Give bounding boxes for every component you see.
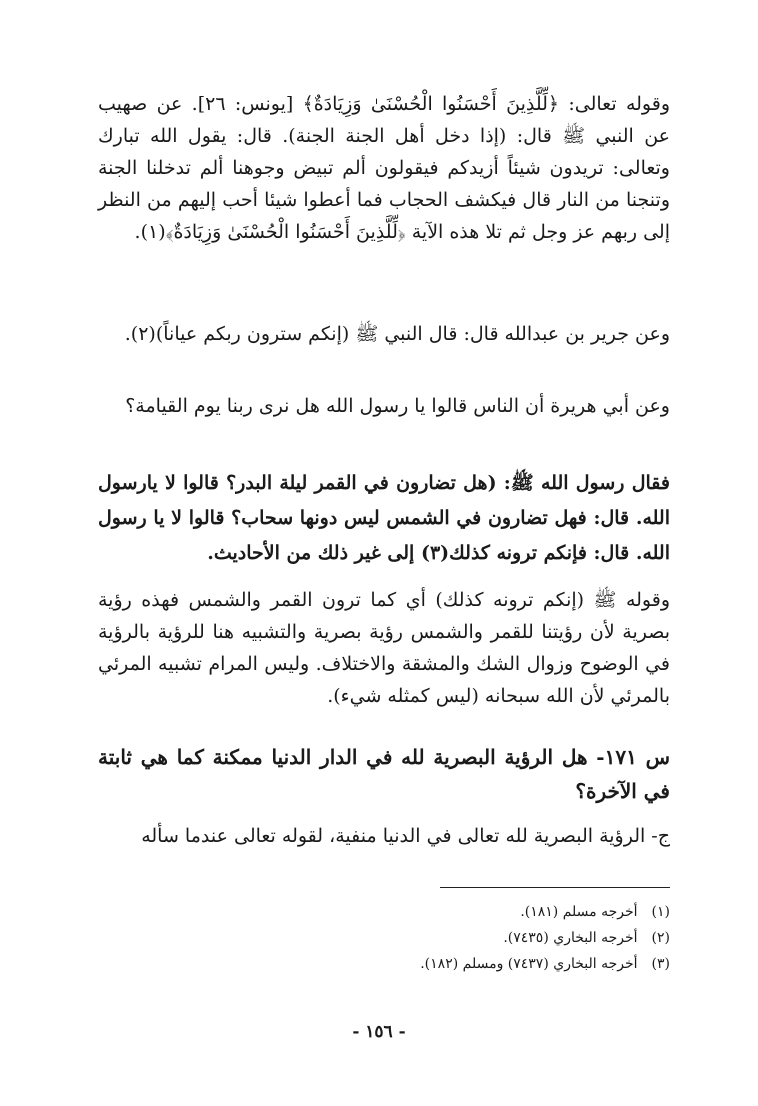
paragraph-jarir-hadith bbox=[98, 318, 670, 350]
paragraph-text: وقوله تعالى: ﴿لِّلَّذِينَ أَحْسَنُوا الْحُسْنَىٰ وَزِيَادَةٌ﴾ [يونس: ٢٦]. عن صهيب عن النبي ﷺ قال: (إذا دخل أهل الجنة الجنة). قال: يقول الله تبارك وتعالى: تريدون شيئاً أزيدكم فيقولون ألم تبيض وجوهنا ألم تدخلنا الجنة وتنجنا من النار قال فيكشف الحجاب فما أعطوا شيئا أحب إليهم من النظر إلى ربهم عز وجل ثم تلا هذه الآية ﴿لِّلَّذِينَ أَحْسَنُوا الْحُسْنَىٰ وَزِيَادَةٌ﴾(١). bbox=[98, 93, 670, 243]
paragraph-quran-hadith-suhaib bbox=[98, 88, 670, 248]
paragraph-text: وعن أبي هريرة أن الناس قالوا يا رسول الله هل نرى ربنا يوم القيامة؟ bbox=[125, 395, 670, 417]
question-text: س ١٧١- هل الرؤية البصرية لله في الدار الدنيا ممكنة كما هي ثابتة في الآخرة؟ bbox=[98, 745, 670, 803]
paragraph-prophet-answer bbox=[98, 466, 670, 571]
question-171 bbox=[98, 740, 670, 808]
footnote-2 bbox=[160, 928, 670, 948]
paragraph-text: وعن جرير بن عبدالله قال: قال النبي ﷺ (إنكم سترون ربكم عياناً)(٢). bbox=[124, 323, 670, 345]
paragraph-text: فقال رسول الله ﷺ: (هل تضارون في القمر ليلة البدر؟ قالوا لا يارسول الله. قال: فهل تضارون في الشمس ليس دونها سحاب؟ قالوا لا يا رسول الله. قال: فإنكم ترونه كذلك(٣) إلى غير ذلك من الأحاديث. bbox=[98, 472, 670, 564]
answer-171 bbox=[98, 820, 670, 852]
footnote-text: أخرجه البخاري (٧٤٣٥). bbox=[503, 930, 638, 946]
paragraph-explanation bbox=[98, 584, 670, 712]
footnote-number: (١) bbox=[651, 904, 670, 920]
paragraph-text: وقوله ﷺ (إنكم ترونه كذلك) أي كما ترون القمر والشمس فهذه رؤية بصرية لأن رؤيتنا للقمر والشمس رؤية بصرية والتشبيه هنا للرؤية بالرؤية في الوضوح وزوال الشك والمشقة والاختلاف. وليس المرام تشبيه المرئي بالمرئي لأن الله سبحانه (ليس كمثله شيء). bbox=[98, 589, 670, 707]
paragraph-abu-hurayra-hadith bbox=[98, 390, 670, 422]
footnote-1 bbox=[160, 902, 670, 922]
footnote-divider bbox=[440, 887, 670, 888]
footnote-text: أخرجه مسلم (١٨١). bbox=[520, 904, 638, 920]
footnote-3 bbox=[160, 954, 670, 974]
page-number: - ١٥٦ - bbox=[352, 1022, 406, 1042]
footnote-text: أخرجه البخاري (٧٤٣٧) ومسلم (١٨٢). bbox=[420, 956, 638, 972]
footnote-number: (٣) bbox=[651, 956, 670, 972]
answer-text: ج- الرؤية البصرية لله تعالى في الدنيا منفية، لقوله تعالى عندما سأله bbox=[141, 825, 670, 847]
footnote-number: (٢) bbox=[651, 930, 670, 946]
